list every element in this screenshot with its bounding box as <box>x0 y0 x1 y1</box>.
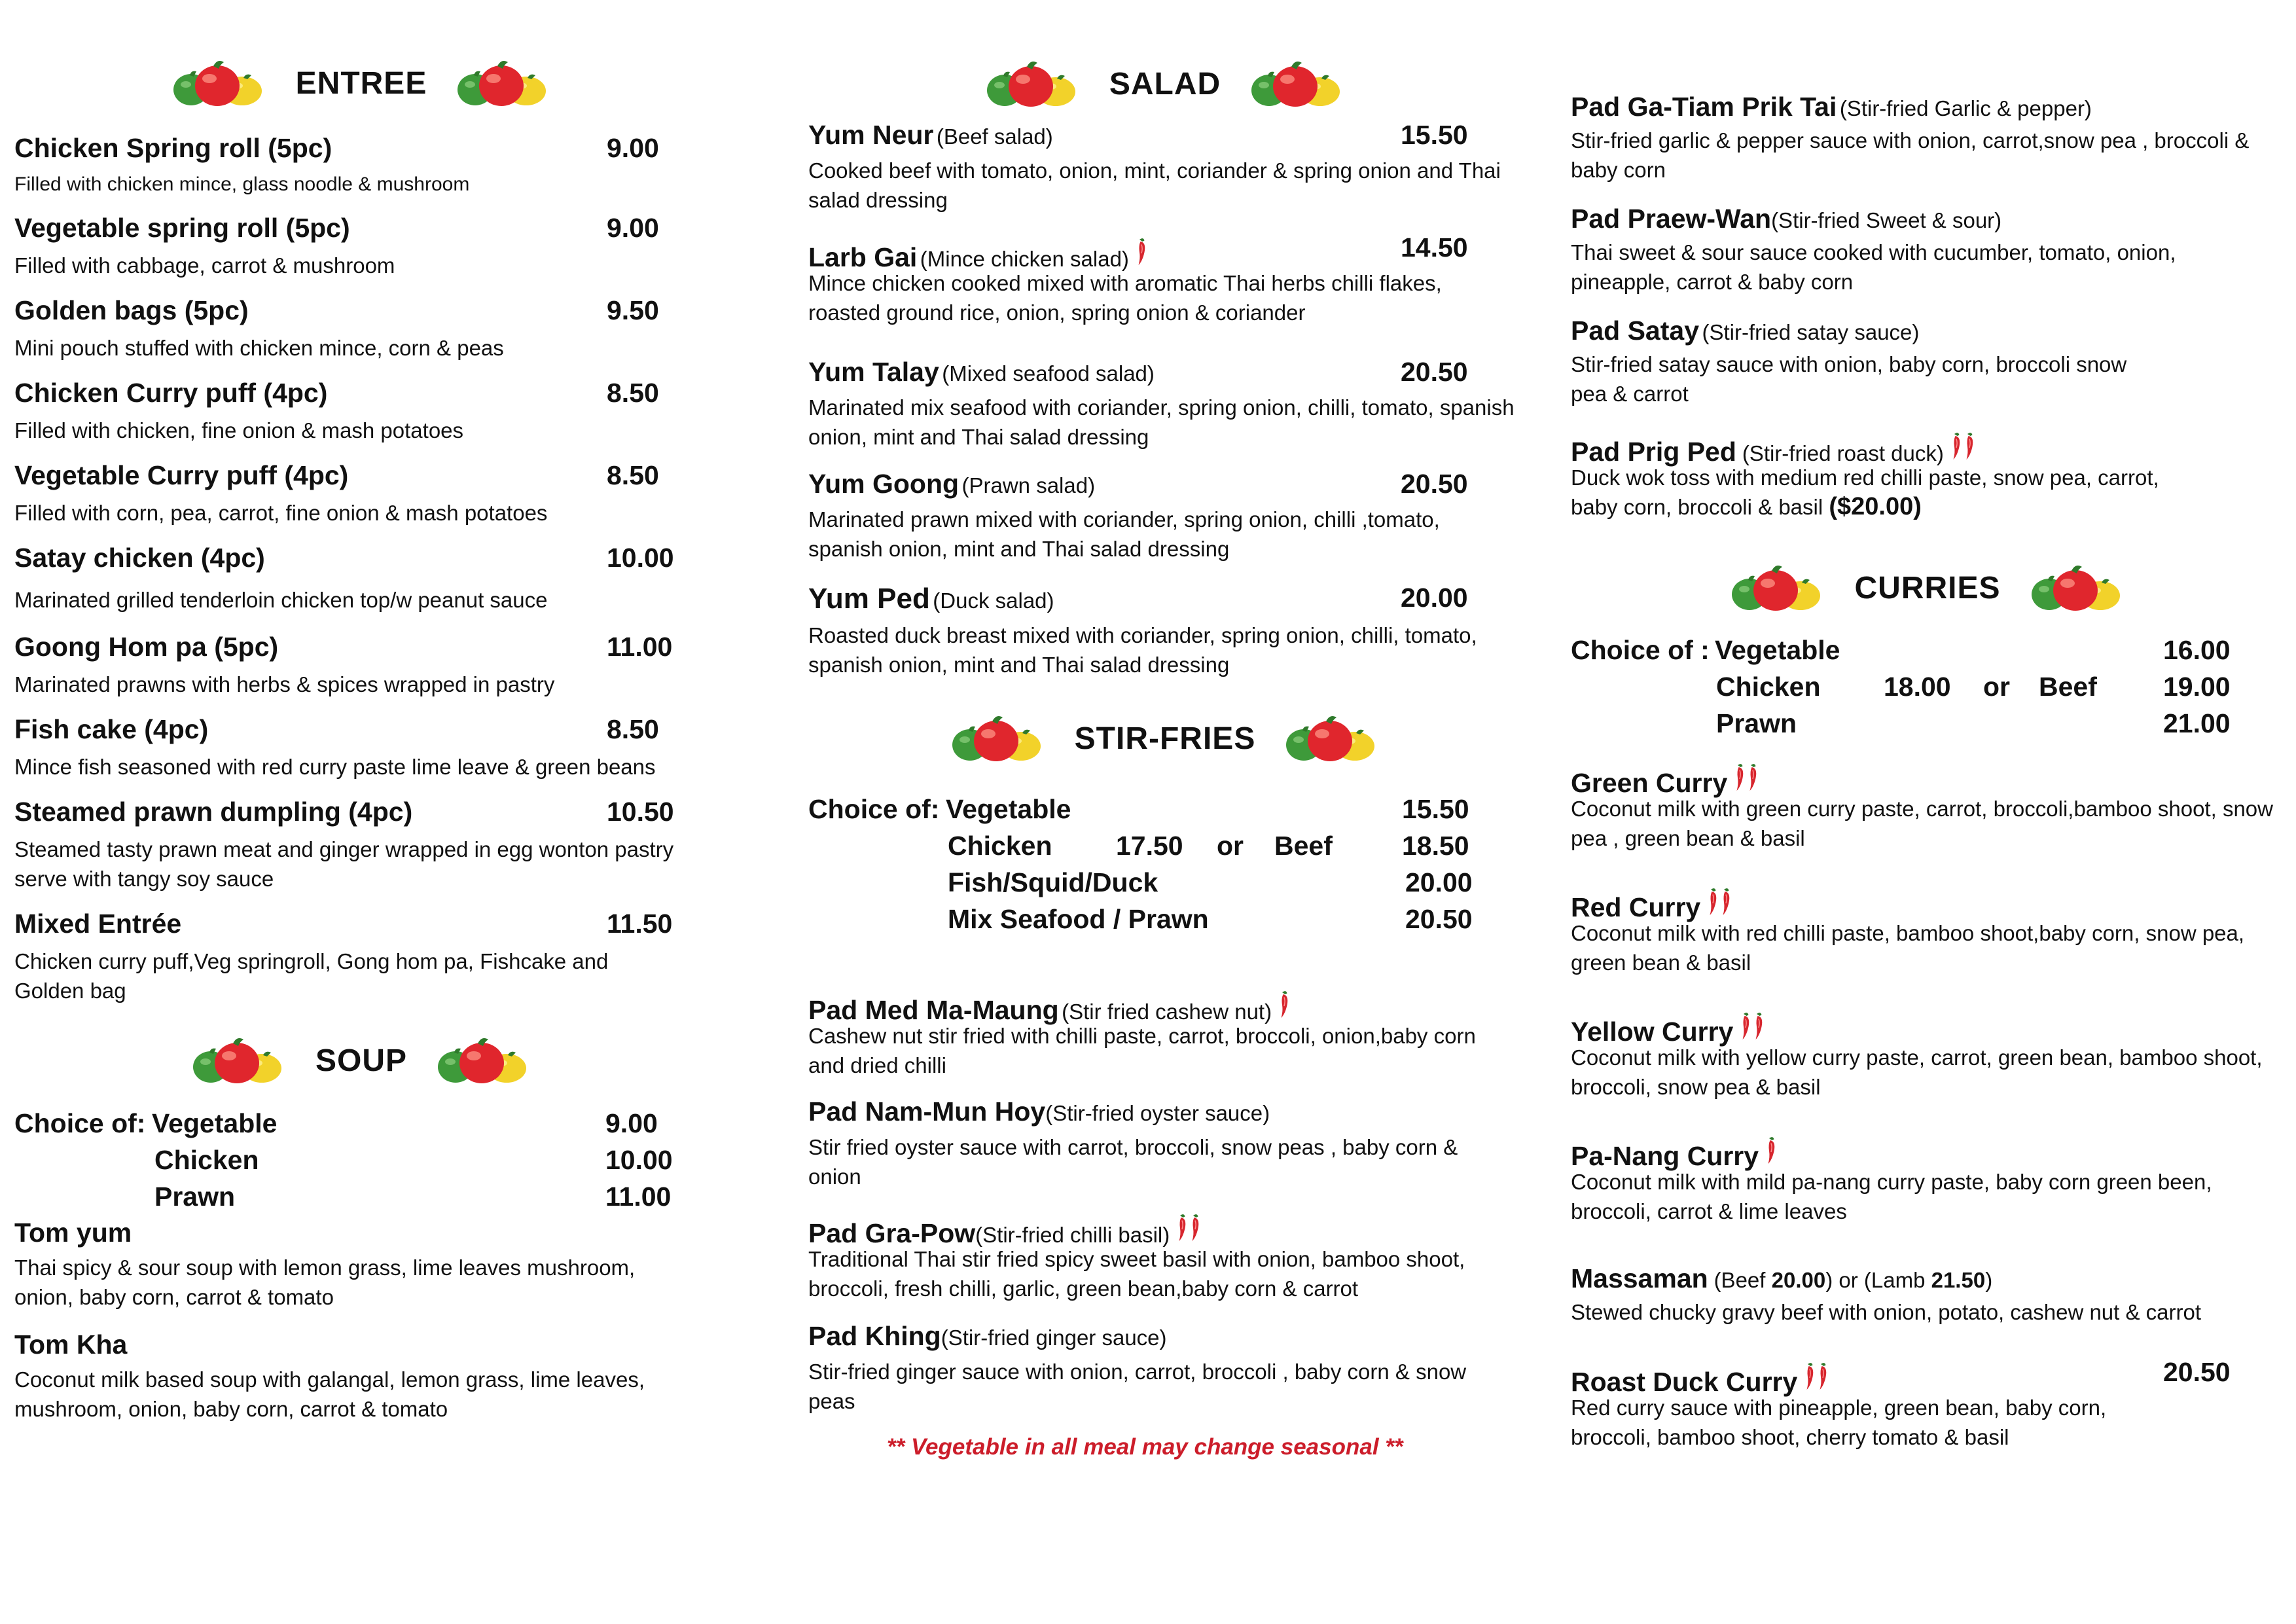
item-price: 20.00 <box>1401 583 1468 613</box>
item-desc: Stir-fried ginger sauce with onion, carrot, broccoli , baby corn & snow peas <box>808 1360 1467 1413</box>
chilli-icon <box>1765 1131 1777 1169</box>
massaman-close: ) <box>1985 1268 1993 1292</box>
choice-or: or <box>1983 672 2010 702</box>
choice-price: 18.50 <box>1402 831 1469 861</box>
item-price: 10.00 <box>607 543 674 573</box>
choice-or: or <box>1217 831 1244 861</box>
menu-item <box>14 797 708 893</box>
item-desc: Coconut milk with yellow curry paste, carrot, green bean, bamboo shoot, broccoli, snow pea & basil <box>1571 1045 2263 1099</box>
item-name: Pad Gra-Pow <box>808 1218 976 1248</box>
item-subtitle: (Mince chicken salad) <box>920 247 1129 271</box>
item-name: Larb Gai <box>808 242 918 272</box>
soup-choices <box>14 1108 708 1218</box>
choice-name: Chicken <box>154 1145 259 1175</box>
choice-price: 15.50 <box>1402 794 1469 824</box>
choice-price: 20.00 <box>1405 867 1473 897</box>
item-name: Chicken Curry puff (4pc) <box>14 378 328 408</box>
item-desc: Stir-fried satay sauce with onion, baby corn, broccoli snow pea & carrot <box>1571 352 2127 406</box>
item-desc: Marinated prawn mixed with coriander, spring onion, chilli ,tomato, spanish onion, mint and Thai salad dressing <box>808 507 1440 561</box>
item-price: 20.50 <box>2163 1357 2231 1387</box>
item-name: Tom Kha <box>14 1329 128 1360</box>
section-title: SALAD <box>1109 66 1221 101</box>
menu-item <box>808 985 1522 1080</box>
menu-item <box>1571 316 2284 408</box>
item-desc: Coconut milk based soup with galangal, lemon grass, lime leaves, mushroom, onion, baby corn, carrot & tomato <box>14 1367 645 1421</box>
item-desc: Stewed chucky gravy beef with onion, potato, cashew nut & carrot <box>1571 1300 2202 1324</box>
section-title: SOUP <box>315 1043 408 1078</box>
choice-name: Chicken <box>1716 672 1821 702</box>
item-subtitle: (Stir fried cashew nut) <box>1062 1000 1272 1024</box>
choice-price: 10.00 <box>605 1145 673 1175</box>
peppers-icon <box>190 1034 288 1087</box>
choice-name: Vegetable <box>152 1108 278 1138</box>
item-desc: Chicken curry puff,Veg springroll, Gong hom pa, Fishcake and Golden bag <box>14 949 609 1003</box>
menu-item <box>1571 204 2284 297</box>
item-price: 9.50 <box>607 295 659 325</box>
item-desc: Cooked beef with tomato, onion, mint, coriander & spring onion and Thai salad dressing <box>808 158 1501 212</box>
item-price: 15.50 <box>1401 120 1468 150</box>
massaman-sep: ) or ( <box>1825 1268 1871 1292</box>
item-subtitle: (Duck salad) <box>933 588 1054 613</box>
item-desc: Thai spicy & sour soup with lemon grass, lime leaves mushroom, onion, baby corn, carrot & tomato <box>14 1255 636 1309</box>
peppers-icon <box>454 57 552 109</box>
choice-name: Chicken <box>948 831 1052 861</box>
item-desc: Filled with cabbage, carrot & mushroom <box>14 253 395 278</box>
seasonal-note: ** Vegetable in all meal may change seasonal ** <box>887 1434 1403 1460</box>
item-desc: Steamed tasty prawn meat and ginger wrapped in egg wonton pastry serve with tangy soy sauce <box>14 837 674 891</box>
menu-item <box>14 213 708 280</box>
menu-item <box>808 232 1522 327</box>
item-name: Vegetable Curry puff (4pc) <box>14 460 349 490</box>
peppers-icon <box>435 1034 533 1087</box>
menu-item <box>14 1218 708 1312</box>
item-desc: Cashew nut stir fried with chilli paste, carrot, broccoli, onion,baby corn and dried chilli <box>808 1024 1476 1077</box>
choice-name: Fish/Squid/Duck <box>948 867 1158 897</box>
item-desc: Marinated prawns with herbs & spices wrapped in pastry <box>14 672 555 696</box>
item-desc: Roasted duck breast mixed with coriander, spring onion, chilli, tomato, spanish onion, mint and Thai salad dressing <box>808 623 1477 677</box>
menu-item <box>14 714 708 782</box>
choice-label: Choice of: <box>808 794 940 824</box>
item-desc: Mini pouch stuffed with chicken mince, corn & peas <box>14 336 504 360</box>
peppers-icon <box>2028 562 2126 614</box>
peppers-icon <box>170 57 268 109</box>
item-price: 20.50 <box>1401 469 1468 499</box>
menu-item <box>1571 1007 2284 1102</box>
item-desc: Coconut milk with mild pa-nang curry paste, baby corn green been, broccoli, carrot & lime leaves <box>1571 1170 2212 1223</box>
menu-item <box>1571 427 2284 522</box>
menu-item <box>808 1321 1522 1416</box>
menu-item <box>808 357 1522 452</box>
item-name: Pad Prig Ped <box>1571 437 1736 467</box>
choice-alt: Beef <box>2039 672 2097 702</box>
choice-price: 9.00 <box>605 1108 658 1138</box>
peppers-icon <box>984 58 1082 110</box>
item-desc <box>1571 463 2199 522</box>
item-desc: Coconut milk with green curry paste, carrot, broccoli,bamboo shoot, snow pea , green bean & basil <box>1571 797 2273 850</box>
item-name: Massaman <box>1571 1263 1708 1293</box>
choice-name: Vegetable <box>1715 635 1840 665</box>
item-subtitle: (Stir-fried oyster sauce) <box>1045 1101 1270 1125</box>
chilli-icon <box>1950 427 1962 465</box>
item-price: 20.50 <box>1401 357 1468 387</box>
item-name: Steamed prawn dumpling (4pc) <box>14 797 413 827</box>
item-name: Mixed Entrée <box>14 909 182 939</box>
item-desc: Filled with chicken mince, glass noodle & mushroom <box>14 173 470 195</box>
chilli-icon <box>1176 1208 1188 1246</box>
menu-item <box>14 460 708 528</box>
item-price: 8.50 <box>607 714 659 744</box>
peppers-icon <box>1729 562 1827 614</box>
chilli-icon <box>1804 1357 1816 1395</box>
choice-name: Prawn <box>154 1182 236 1212</box>
item-name: Pad Khing <box>808 1321 941 1351</box>
item-desc: Red curry sauce with pineapple, green bean, baby corn, broccoli, bamboo shoot, cherry tomato & basil <box>1571 1396 2107 1449</box>
chilli-icon <box>1189 1208 1201 1246</box>
curries-choices <box>1571 635 2284 745</box>
item-name: Fish cake (4pc) <box>14 714 209 744</box>
soup-header <box>14 1034 708 1087</box>
item-price: 14.50 <box>1401 232 1468 262</box>
menu-item <box>14 378 708 445</box>
menu-item <box>808 583 1522 679</box>
item-name: Yum Talay <box>808 357 939 387</box>
menu-item <box>808 1208 1522 1303</box>
menu-item <box>808 1096 1522 1191</box>
menu-item <box>14 909 708 1005</box>
item-subtitle: (Stir-fried Sweet & sour) <box>1771 208 2002 232</box>
item-subtitle: (Stir-fried Garlic & pepper) <box>1839 96 2092 120</box>
choice-name: Mix Seafood / Prawn <box>948 904 1209 934</box>
peppers-icon <box>1248 58 1346 110</box>
choice-label: Choice of : <box>1571 635 1710 665</box>
choice-price: 16.00 <box>2163 635 2231 665</box>
choice-alt: Beef <box>1274 831 1333 861</box>
choice-price: 11.00 <box>605 1182 672 1212</box>
menu-item <box>808 120 1522 215</box>
item-name: Green Curry <box>1571 768 1728 798</box>
chilli-icon <box>1964 427 1975 465</box>
item-name: Roast Duck Curry <box>1571 1367 1798 1397</box>
choice-price: 20.50 <box>1405 904 1473 934</box>
stirfries-choices <box>808 794 1522 941</box>
item-name: Pad Praew-Wan <box>1571 204 1772 234</box>
item-subtitle: (Stir-fried chilli basil) <box>975 1223 1170 1247</box>
chilli-icon <box>1740 1007 1751 1045</box>
menu-item <box>14 1329 708 1424</box>
choice-mid-price: 18.00 <box>1884 672 1951 702</box>
menu-item <box>1571 882 2284 977</box>
item-desc: Traditional Thai stir fried spicy sweet basil with onion, bamboo shoot, broccoli, fresh chilli, garlic, green bean,baby corn & carrot <box>808 1247 1465 1301</box>
item-desc: Thai sweet & sour sauce cooked with cucumber, tomato, onion, pineapple, carrot & baby corn <box>1571 240 2176 294</box>
chilli-icon <box>1707 882 1719 920</box>
item-price: 9.00 <box>607 133 659 163</box>
item-name: Yellow Curry <box>1571 1017 1734 1047</box>
chilli-icon <box>1734 758 1746 796</box>
menu-item <box>14 632 708 699</box>
item-name: Tom yum <box>14 1218 132 1248</box>
massaman-lamb: Lamb <box>1871 1268 1931 1292</box>
menu-item <box>1571 758 2284 853</box>
peppers-icon <box>949 712 1047 765</box>
item-price-inline: ($20.00) <box>1829 493 1922 520</box>
item-price: 10.50 <box>607 797 674 827</box>
item-desc: Coconut milk with red chilli paste, bamboo shoot,baby corn, snow pea, green bean & basil <box>1571 921 2245 975</box>
menu-item <box>14 543 708 615</box>
item-name: Pad Satay <box>1571 316 1699 346</box>
item-subtitle: (Prawn salad) <box>961 473 1096 497</box>
chilli-icon <box>1747 758 1759 796</box>
item-name: Satay chicken (4pc) <box>14 543 265 573</box>
menu-item <box>1571 1131 2284 1226</box>
salad-header <box>808 58 1522 110</box>
item-desc: Filled with corn, pea, carrot, fine onion & mash potatoes <box>14 501 548 525</box>
item-subtitle: (Stir-fried roast duck) <box>1742 441 1944 465</box>
item-price: 11.00 <box>607 632 673 662</box>
item-name: Pad Ga-Tiam Prik Tai <box>1571 92 1837 122</box>
section-title: STIR-FRIES <box>1074 721 1256 756</box>
item-desc: Stir fried oyster sauce with carrot, broccoli, snow peas , baby corn & onion <box>808 1135 1458 1189</box>
item-subtitle: (Stir-fried satay sauce) <box>1702 320 1920 344</box>
massaman-beef-open: (Beef <box>1713 1268 1772 1292</box>
item-desc-text: Duck wok toss with medium red chilli paste, snow pea, carrot, baby corn, broccoli & basil <box>1571 465 2159 519</box>
item-name: Goong Hom pa (5pc) <box>14 632 279 662</box>
item-desc: Marinated mix seafood with coriander, spring onion, chilli, tomato, spanish onion, mint and Thai salad dressing <box>808 395 1515 449</box>
section-title: ENTREE <box>295 65 427 101</box>
item-desc: Filled with chicken, fine onion & mash potatoes <box>14 418 464 442</box>
choice-price: 19.00 <box>2163 672 2231 702</box>
choice-name: Prawn <box>1716 708 1797 738</box>
item-subtitle: (Stir-fried ginger sauce) <box>941 1326 1167 1350</box>
chilli-icon <box>1720 882 1732 920</box>
choice-mid-price: 17.50 <box>1116 831 1183 861</box>
item-name: Pa-Nang Curry <box>1571 1141 1759 1171</box>
item-name: Pad Med Ma-Maung <box>808 995 1059 1025</box>
item-name: Yum Neur <box>808 120 934 150</box>
item-name: Golden bags (5pc) <box>14 295 249 325</box>
item-desc: Mince fish seasoned with red curry paste lime leave & green beans <box>14 755 656 779</box>
chilli-icon <box>1753 1007 1765 1045</box>
item-name: Pad Nam-Mun Hoy <box>808 1096 1046 1127</box>
curries-header <box>1571 562 2284 614</box>
menu-item <box>1571 92 2284 185</box>
item-desc: Mince chicken cooked mixed with aromatic Thai herbs chilli flakes, roasted ground rice, onion, spring onion & coriander <box>808 271 1442 325</box>
item-name: Vegetable spring roll (5pc) <box>14 213 350 243</box>
item-desc: Marinated grilled tenderloin chicken top/w peanut sauce <box>14 588 548 612</box>
choice-label: Choice of: <box>14 1108 146 1138</box>
item-price: 11.50 <box>607 909 673 939</box>
chilli-icon <box>1817 1357 1829 1395</box>
item-price: 8.50 <box>607 460 659 490</box>
item-name: Red Curry <box>1571 892 1701 922</box>
stirfries-header <box>808 712 1522 765</box>
item-name: Yum Goong <box>808 469 960 499</box>
item-price: 9.00 <box>607 213 659 243</box>
menu-item <box>14 295 708 363</box>
menu-item <box>14 133 708 198</box>
item-name: Yum Ped <box>808 583 930 615</box>
item-subtitle: (Mixed seafood salad) <box>942 361 1155 386</box>
item-desc: Stir-fried garlic & pepper sauce with onion, carrot,snow pea , broccoli & baby corn <box>1571 128 2250 182</box>
choice-name: Vegetable <box>946 794 1071 824</box>
massaman-lamb-price: 21.50 <box>1931 1268 1986 1292</box>
menu-item <box>808 469 1522 564</box>
item-price: 8.50 <box>607 378 659 408</box>
menu-item-massaman <box>1571 1263 2284 1327</box>
chilli-icon <box>1278 985 1290 1023</box>
menu-item-roast-duck <box>1571 1357 2284 1452</box>
entree-header <box>14 57 708 109</box>
item-name: Chicken Spring roll (5pc) <box>14 133 332 163</box>
section-title: CURRIES <box>1854 570 2001 605</box>
peppers-icon <box>1283 712 1381 765</box>
massaman-beef-price: 20.00 <box>1771 1268 1826 1292</box>
chilli-icon <box>1136 232 1147 270</box>
choice-price: 21.00 <box>2163 708 2231 738</box>
item-subtitle: (Beef salad) <box>936 124 1053 149</box>
